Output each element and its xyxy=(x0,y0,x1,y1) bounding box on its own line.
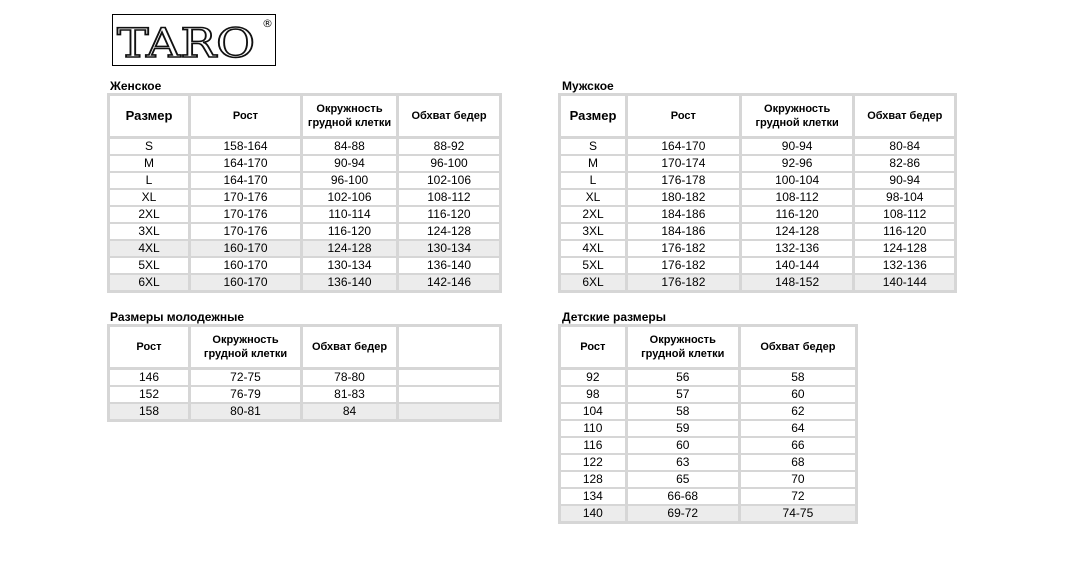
table-cell: 176-182 xyxy=(628,258,742,275)
youth-title: Размеры молодежные xyxy=(110,310,244,324)
table-cell: 2XL xyxy=(110,207,191,224)
table-cell: 136-140 xyxy=(303,275,399,290)
table-cell: 96-100 xyxy=(399,156,499,173)
table-cell xyxy=(399,404,499,419)
table-cell: 60 xyxy=(741,387,855,404)
table-row xyxy=(561,156,954,173)
table-cell: 81-83 xyxy=(303,387,399,404)
table-cell: 98-104 xyxy=(855,190,954,207)
table-cell: 130-134 xyxy=(399,241,499,258)
table-cell: 170-174 xyxy=(628,156,742,173)
table-row xyxy=(110,207,499,224)
table-cell: 66-68 xyxy=(628,489,741,506)
col-header-empty xyxy=(399,327,499,370)
col-header-height: Рост xyxy=(191,96,303,139)
table-cell: 176-182 xyxy=(628,275,742,290)
col-header-hips: Обхват бедер xyxy=(303,327,399,370)
table-cell: 136-140 xyxy=(399,258,499,275)
table-cell: 76-79 xyxy=(191,387,303,404)
col-header-chest: Окружность грудной клетки xyxy=(628,327,741,370)
kids-header-row xyxy=(561,327,855,370)
table-row xyxy=(110,241,499,258)
table-cell: 116-120 xyxy=(742,207,856,224)
table-cell: 78-80 xyxy=(303,370,399,387)
table-row xyxy=(561,387,855,404)
table-cell: 160-170 xyxy=(191,258,303,275)
table-cell: 164-170 xyxy=(191,156,303,173)
table-row xyxy=(561,506,855,521)
table-cell: 88-92 xyxy=(399,139,499,156)
table-cell: 58 xyxy=(741,370,855,387)
table-cell: 5XL xyxy=(561,258,628,275)
col-header-chest: Окружность грудной клетки xyxy=(191,327,303,370)
table-cell: 84 xyxy=(303,404,399,419)
table-row xyxy=(561,190,954,207)
table-cell: 66 xyxy=(741,438,855,455)
table-cell: 124-128 xyxy=(303,241,399,258)
men-title: Мужское xyxy=(562,79,614,93)
table-row xyxy=(110,258,499,275)
col-header-hips: Обхват бедер xyxy=(741,327,855,370)
table-cell: 92-96 xyxy=(742,156,856,173)
registered-mark: ® xyxy=(262,17,273,30)
col-header-hips: Обхват бедер xyxy=(399,96,499,139)
table-cell: 176-182 xyxy=(628,241,742,258)
table-cell: 56 xyxy=(628,370,741,387)
table-cell: 122 xyxy=(561,455,628,472)
table-row xyxy=(561,224,954,241)
table-row xyxy=(561,455,855,472)
table-cell: 65 xyxy=(628,472,741,489)
col-header-chest: Окружность грудной клетки xyxy=(303,96,399,139)
table-cell: 59 xyxy=(628,421,741,438)
kids-title: Детские размеры xyxy=(562,310,666,324)
table-cell: 110-114 xyxy=(303,207,399,224)
table-cell: 6XL xyxy=(110,275,191,290)
table-cell: 92 xyxy=(561,370,628,387)
table-cell: 58 xyxy=(628,404,741,421)
table-row xyxy=(561,489,855,506)
table-cell: 134 xyxy=(561,489,628,506)
col-header-hips: Обхват бедер xyxy=(855,96,954,139)
table-cell: 69-72 xyxy=(628,506,741,521)
table-cell: 110 xyxy=(561,421,628,438)
table-cell: 164-170 xyxy=(628,139,742,156)
table-cell: 140 xyxy=(561,506,628,521)
table-cell: 158-164 xyxy=(191,139,303,156)
table-cell: S xyxy=(110,139,191,156)
taro-logo xyxy=(112,14,276,66)
col-header-height: Рост xyxy=(628,96,742,139)
table-cell: 4XL xyxy=(561,241,628,258)
women-size-table xyxy=(107,93,502,293)
table-cell: 160-170 xyxy=(191,241,303,258)
youth-header-row xyxy=(110,327,499,370)
table-row xyxy=(110,190,499,207)
men-size-table xyxy=(558,93,957,293)
table-cell: 104 xyxy=(561,404,628,421)
table-cell: 96-100 xyxy=(303,173,399,190)
table-cell: 140-144 xyxy=(742,258,856,275)
table-cell: 4XL xyxy=(110,241,191,258)
col-header-height: Рост xyxy=(561,327,628,370)
table-cell: 64 xyxy=(741,421,855,438)
table-cell: 184-186 xyxy=(628,224,742,241)
table-cell: 5XL xyxy=(110,258,191,275)
table-cell: 124-128 xyxy=(399,224,499,241)
table-row xyxy=(110,139,499,156)
taro-logo-drawing xyxy=(113,15,277,67)
table-cell: 170-176 xyxy=(191,224,303,241)
table-cell: 90-94 xyxy=(742,139,856,156)
table-cell: 184-186 xyxy=(628,207,742,224)
table-row xyxy=(110,173,499,190)
table-row xyxy=(110,370,499,387)
table-row xyxy=(110,404,499,419)
table-cell: 102-106 xyxy=(399,173,499,190)
table-cell: 116-120 xyxy=(855,224,954,241)
table-cell: 146 xyxy=(110,370,191,387)
table-cell: L xyxy=(561,173,628,190)
table-cell: 3XL xyxy=(561,224,628,241)
table-cell: XL xyxy=(110,190,191,207)
table-cell: 72 xyxy=(741,489,855,506)
table-cell: 132-136 xyxy=(742,241,856,258)
table-cell: 62 xyxy=(741,404,855,421)
table-cell: 57 xyxy=(628,387,741,404)
table-cell xyxy=(399,370,499,387)
table-row xyxy=(110,156,499,173)
table-cell: 80-84 xyxy=(855,139,954,156)
table-row xyxy=(561,241,954,258)
table-row xyxy=(110,275,499,290)
col-header-size: Размер xyxy=(110,96,191,139)
table-cell: 68 xyxy=(741,455,855,472)
table-cell: 130-134 xyxy=(303,258,399,275)
table-row xyxy=(561,258,954,275)
table-row xyxy=(110,224,499,241)
table-cell: 160-170 xyxy=(191,275,303,290)
table-cell: 6XL xyxy=(561,275,628,290)
table-cell: 3XL xyxy=(110,224,191,241)
table-cell: 70 xyxy=(741,472,855,489)
table-cell: S xyxy=(561,139,628,156)
table-cell: 108-112 xyxy=(742,190,856,207)
table-row xyxy=(561,370,855,387)
men-header-row xyxy=(561,96,954,139)
table-cell: 142-146 xyxy=(399,275,499,290)
table-cell: 100-104 xyxy=(742,173,856,190)
table-row xyxy=(561,173,954,190)
table-cell: 164-170 xyxy=(191,173,303,190)
table-cell: 158 xyxy=(110,404,191,419)
youth-size-table xyxy=(107,324,502,422)
table-cell: 60 xyxy=(628,438,741,455)
table-cell: 82-86 xyxy=(855,156,954,173)
kids-size-table xyxy=(558,324,858,524)
table-cell: 124-128 xyxy=(855,241,954,258)
table-cell: 128 xyxy=(561,472,628,489)
col-header-size: Размер xyxy=(561,96,628,139)
table-cell: 132-136 xyxy=(855,258,954,275)
table-cell xyxy=(399,387,499,404)
table-cell: 90-94 xyxy=(303,156,399,173)
table-cell: 90-94 xyxy=(855,173,954,190)
table-cell: 170-176 xyxy=(191,207,303,224)
table-cell: 124-128 xyxy=(742,224,856,241)
table-cell: 72-75 xyxy=(191,370,303,387)
table-row xyxy=(110,387,499,404)
table-cell: 98 xyxy=(561,387,628,404)
table-row xyxy=(561,472,855,489)
table-cell: 116-120 xyxy=(303,224,399,241)
table-cell: 180-182 xyxy=(628,190,742,207)
women-header-row xyxy=(110,96,499,139)
table-cell: 116 xyxy=(561,438,628,455)
table-cell: XL xyxy=(561,190,628,207)
women-title: Женское xyxy=(110,79,162,93)
table-cell: 80-81 xyxy=(191,404,303,419)
table-cell: L xyxy=(110,173,191,190)
table-row xyxy=(561,404,855,421)
table-cell: 116-120 xyxy=(399,207,499,224)
table-row xyxy=(561,438,855,455)
table-row xyxy=(561,207,954,224)
table-cell: 2XL xyxy=(561,207,628,224)
table-cell: 84-88 xyxy=(303,139,399,156)
table-cell: 152 xyxy=(110,387,191,404)
table-cell: 108-112 xyxy=(855,207,954,224)
table-cell: M xyxy=(110,156,191,173)
table-cell: 74-75 xyxy=(741,506,855,521)
logo-text: TARO xyxy=(117,21,255,67)
table-cell: 148-152 xyxy=(742,275,856,290)
table-cell: 63 xyxy=(628,455,741,472)
table-cell: 140-144 xyxy=(855,275,954,290)
table-cell: 170-176 xyxy=(191,190,303,207)
col-header-height: Рост xyxy=(110,327,191,370)
table-cell: 108-112 xyxy=(399,190,499,207)
col-header-chest: Окружность грудной клетки xyxy=(742,96,856,139)
table-row xyxy=(561,139,954,156)
table-row xyxy=(561,275,954,290)
table-row xyxy=(561,421,855,438)
table-cell: M xyxy=(561,156,628,173)
table-cell: 176-178 xyxy=(628,173,742,190)
table-cell: 102-106 xyxy=(303,190,399,207)
